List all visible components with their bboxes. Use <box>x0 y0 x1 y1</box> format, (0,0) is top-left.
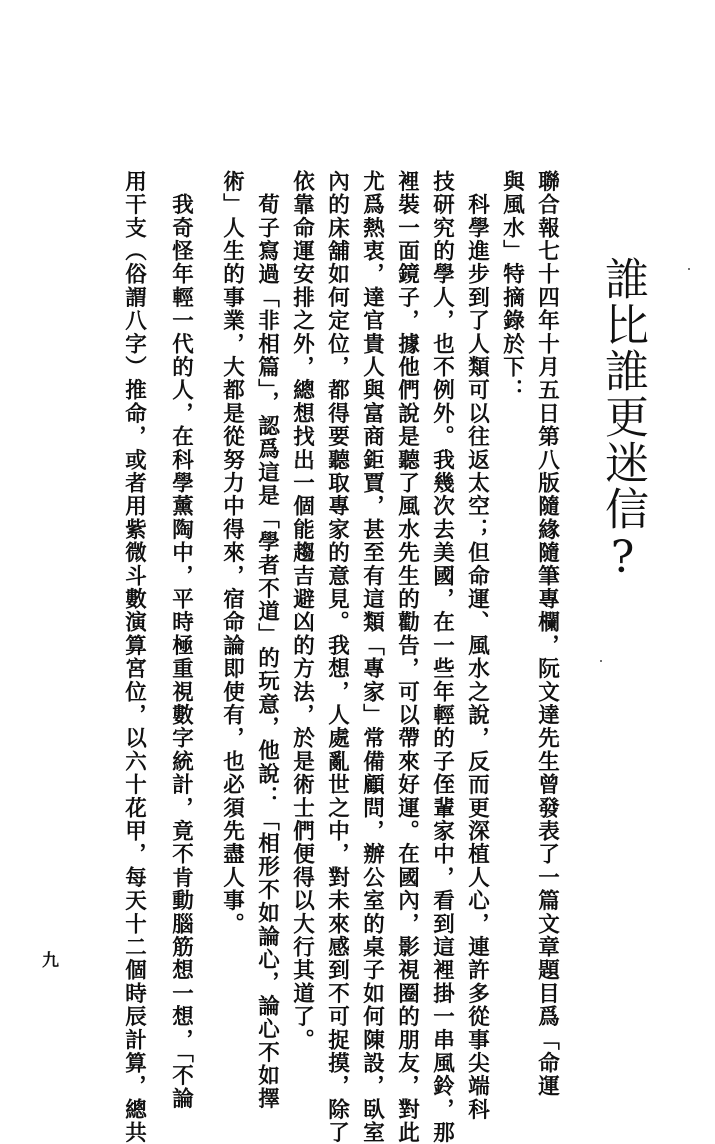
print-speck <box>600 660 602 662</box>
text-column-3: 科學進步到了人類可以往返太空；但命運、風水之說，反而更深植人心，連許多從事尖端科 <box>464 170 490 1122</box>
text-column-11: 我奇怪年輕一代的人，在科學薰陶中，平時極重視數字統計，竟不肯動腦筋想一想，「不論 <box>168 170 194 1111</box>
text-column-2: 與風水」特摘錄於下： <box>499 170 525 402</box>
text-column-7: 內的床舖如何定位，都得要聽取專家的意見。我想，人處亂世之中，對未來感到不可捉摸，除了 <box>324 170 350 1144</box>
text-column-10: 術」人生的事業，大都是從努力中得來，宿命論即使有，也必須先盡人事。 <box>219 170 245 936</box>
page-number: 九 <box>42 951 59 971</box>
text-column-1: 聯合報七十四年十月五日第八版隨緣隨筆專欄，阮文達先生曾發表了一篇文章題目爲「命運 <box>534 170 560 1098</box>
text-column-6: 尤爲熱衷，達官貴人與富商鉅賈，甚至有這類「專家」常備顧問，辦公室的桌子如何陳設，臥室 <box>359 170 385 1144</box>
text-column-12: 用干支（俗謂八字）推命，或者用紫微斗數演算宮位，以六十花甲，每天十二個時辰計算，總共 <box>121 170 147 1144</box>
print-speck <box>688 268 690 270</box>
text-column-4: 技研究的學人，也不例外。我幾次去美國，在一些年輕的子侄輩家中，看到這裡掛一串風鈴，那 <box>429 170 455 1144</box>
text-column-5: 裡裝一面鏡子，據他們說是聽了風水先生的勸告，可以帶來好運。在國內，影視圈的朋友，對此 <box>394 170 420 1144</box>
chapter-title: 誰比誰更迷信? <box>597 256 648 585</box>
text-column-9: 荀子寫過「非相篇」，認爲這是「學者不道」的玩意，他說：「相形不如論心，論心不如擇 <box>254 170 280 1111</box>
text-column-8: 依靠命運安排之外，總想找出一個能趨吉避凶的方法，於是術士們便得以大行其道了。 <box>289 170 315 1052</box>
